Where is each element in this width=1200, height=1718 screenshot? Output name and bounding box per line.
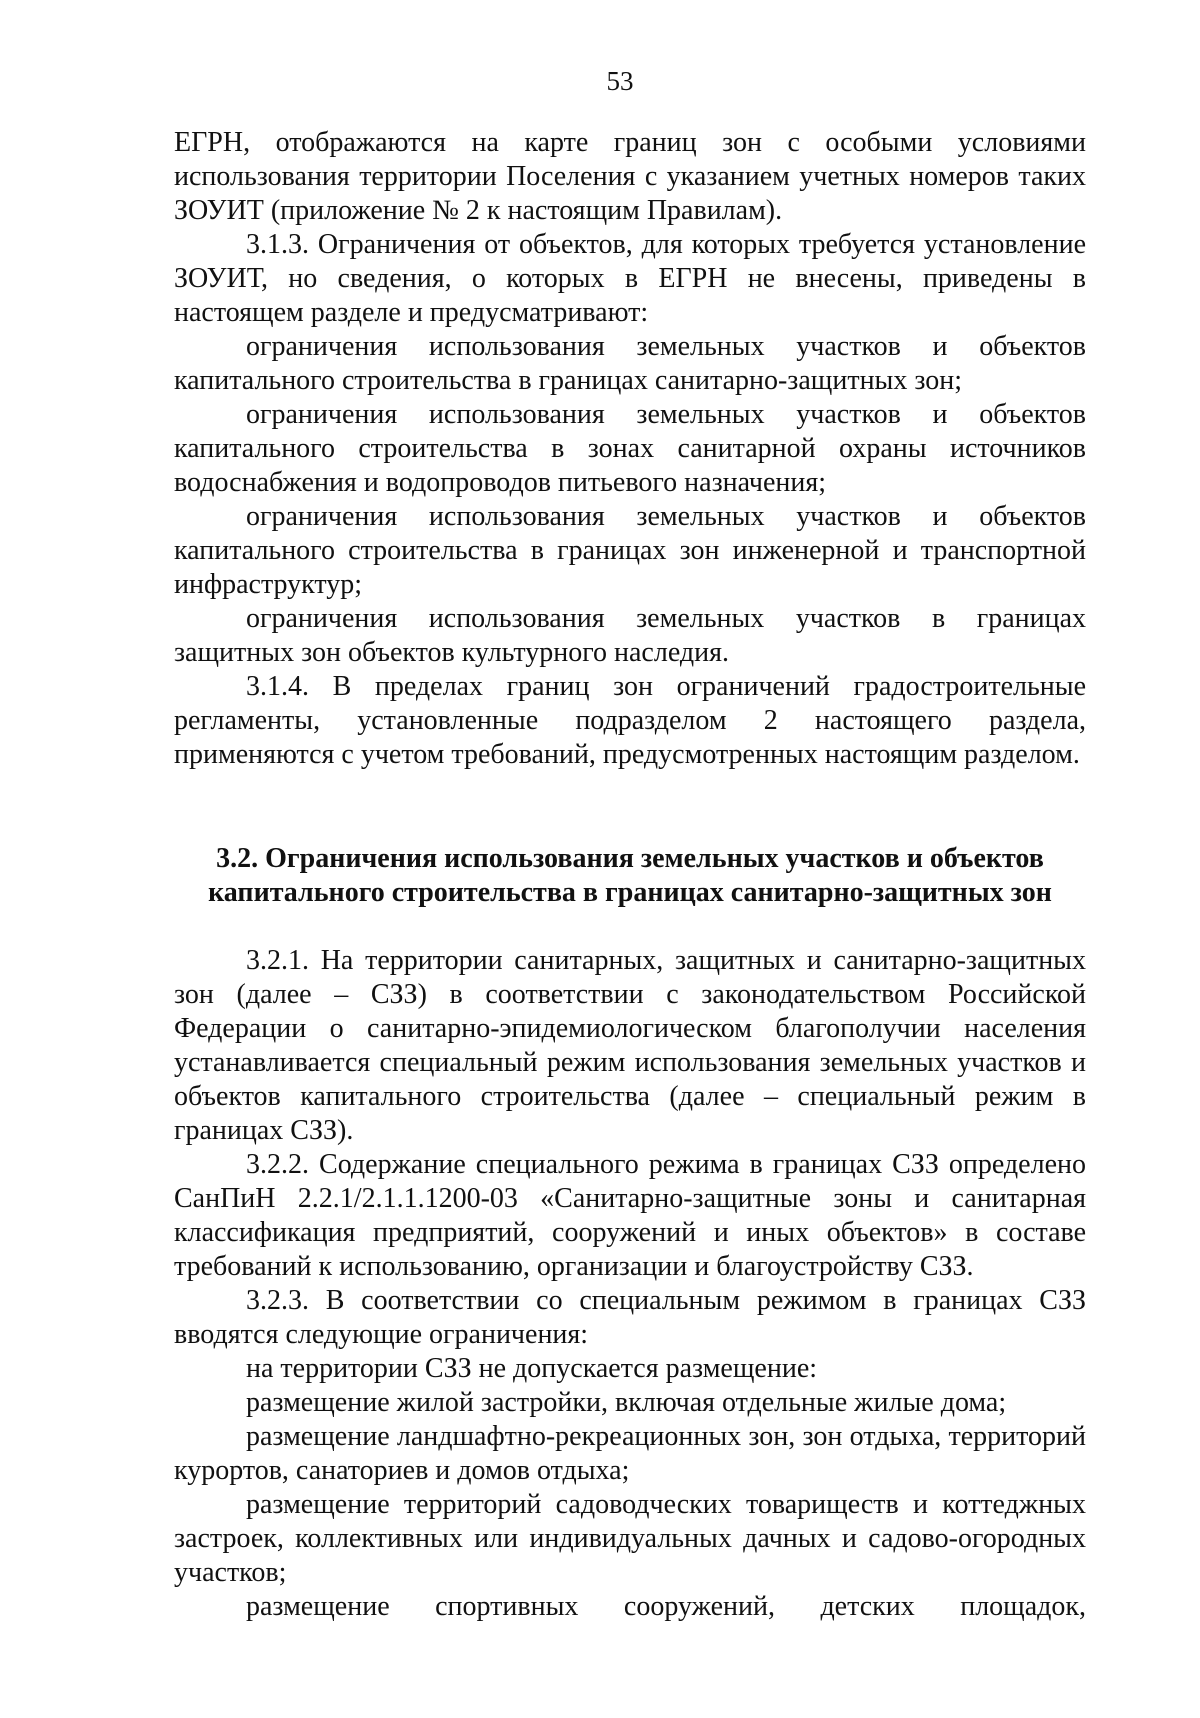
- paragraph: 3.2.1. На территории санитарных, защитных и санитарно-защитных зон (далее – СЗЗ) в соответствии с законодательством Российской Федерации о санитарно-эпидемиологическом благополучии населения устанавливается специальный режим использования земельных участков и объектов капитального строительства (далее – специальный режим в границах СЗЗ).: [174, 945, 1086, 1146]
- page-number: 53: [606, 66, 634, 96]
- paragraph: на территории СЗЗ не допускается размещение:: [246, 1353, 818, 1384]
- paragraph: 3.1.4. В пределах границ зон ограничений градостроительные регламенты, установленные подразделом 2 настоящего раздела, применяются с учетом требований, предусмотренных настоящим разделом.: [174, 671, 1086, 770]
- text-block-3-2: [174, 944, 1086, 1624]
- text-block-3-1: [174, 126, 1086, 772]
- paragraph: 3.2.3. В соответствии со специальным режимом в границах СЗЗ вводятся следующие ограничения:: [174, 1285, 1086, 1350]
- heading-line-2: капитального строительства в границах санитарно-защитных зон: [208, 877, 1052, 908]
- paragraph: ограничения использования земельных участков в границах защитных зон объектов культурного наследия.: [174, 603, 1086, 668]
- section-heading-3-2: [174, 842, 1086, 910]
- heading-line-1: 3.2. Ограничения использования земельных участков и объектов: [216, 843, 1044, 874]
- paragraph: размещение жилой застройки, включая отдельные жилые дома;: [246, 1387, 1007, 1418]
- paragraph: размещение ландшафтно-рекреационных зон, зон отдыха, территорий курортов, санаториев и домов отдыха;: [174, 1421, 1086, 1486]
- paragraph: ограничения использования земельных участков и объектов капитального строительства в зонах санитарной охраны источников водоснабжения и водопроводов питьевого назначения;: [174, 399, 1086, 498]
- paragraph: ЕГРН, отображаются на карте границ зон с особыми условиями использования территории Поселения с указанием учетных номеров таких ЗОУИТ (приложение № 2 к настоящим Правилам).: [174, 127, 1086, 226]
- paragraph: 3.2.2. Содержание специального режима в границах СЗЗ определено СанПиН 2.2.1/2.1.1.1200-03 «Санитарно-защитные зоны и санитарная классификация предприятий, сооружений и иных объектов» в составе требований к использованию, организации и благоустройству СЗЗ.: [174, 1149, 1086, 1282]
- paragraph: размещение территорий садоводческих товариществ и коттеджных застроек, коллективных или индивидуальных дачных и садово-огородных участков;: [174, 1489, 1086, 1588]
- paragraph: 3.1.3. Ограничения от объектов, для которых требуется установление ЗОУИТ, но сведения, о которых в ЕГРН не внесены, приведены в настоящем разделе и предусматривают:: [174, 229, 1086, 328]
- paragraph: ограничения использования земельных участков и объектов капитального строительства в границах зон инженерной и транспортной инфраструктур;: [174, 501, 1086, 600]
- paragraph: размещение спортивных сооружений, детских площадок,: [246, 1591, 1086, 1622]
- paragraph: ограничения использования земельных участков и объектов капитального строительства в границах санитарно-защитных зон;: [174, 331, 1086, 396]
